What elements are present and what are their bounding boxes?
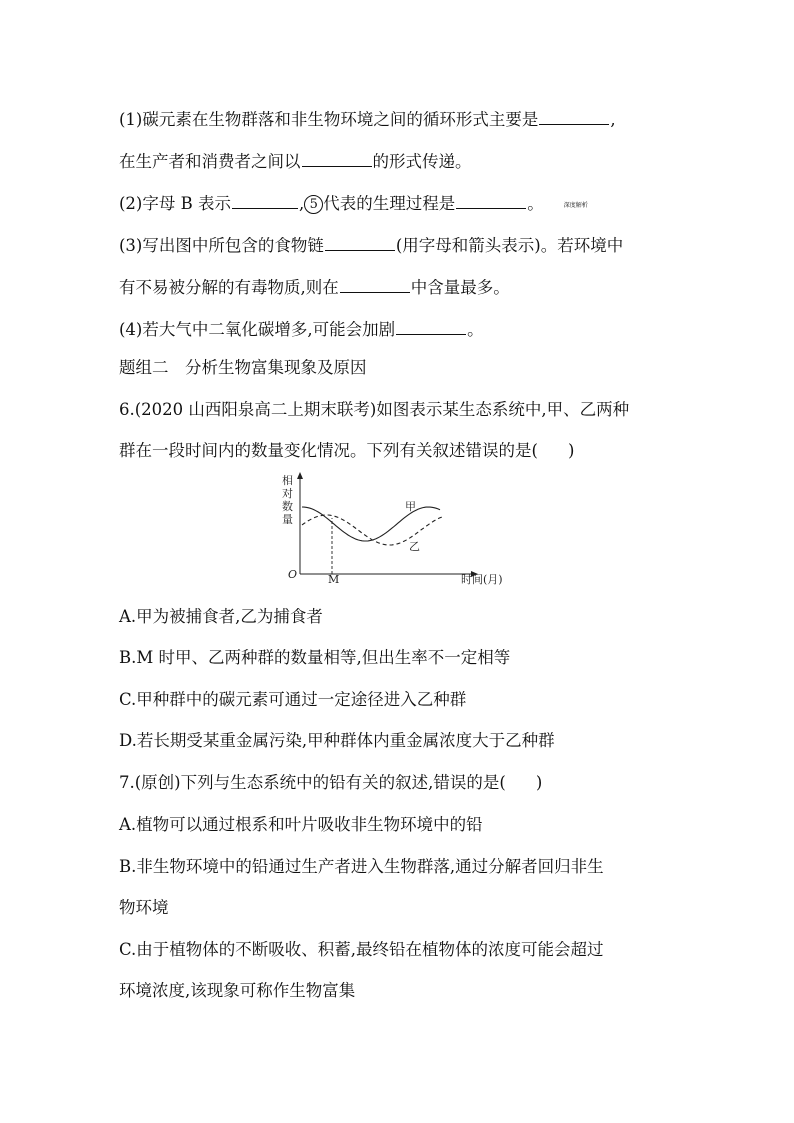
q7-stem-text: 7.(原创)下列与生态系统中的铅有关的叙述,错误的是( bbox=[119, 773, 506, 792]
origin-label: O bbox=[288, 568, 298, 581]
q5-part3-line2 bbox=[119, 276, 510, 298]
y-label-char: 相 bbox=[282, 474, 293, 487]
q5-part2-text: (2)字母 B 表示 bbox=[119, 194, 231, 213]
q5-part2-text2: 代表的生理过程是 bbox=[323, 194, 456, 213]
x-label: 时间(月) bbox=[461, 573, 503, 586]
chart-svg bbox=[262, 470, 522, 590]
punct: ) bbox=[535, 773, 543, 792]
series-jia-line bbox=[302, 507, 440, 541]
q5-part3-line1 bbox=[119, 234, 623, 256]
deep-analysis-tag[interactable]: 深度解析 bbox=[563, 202, 588, 209]
m-label: M bbox=[328, 573, 340, 586]
population-chart bbox=[262, 470, 522, 590]
answer-blank[interactable] bbox=[539, 108, 609, 125]
q5-part4-line bbox=[119, 318, 484, 340]
series-jia-label: 甲 bbox=[405, 500, 416, 513]
answer-blank[interactable] bbox=[232, 192, 298, 209]
q6-option-c[interactable]: C.甲种群中的碳元素可通过一定途径进入乙种群 bbox=[119, 690, 467, 709]
answer-blank[interactable] bbox=[396, 318, 466, 335]
punct: 。 bbox=[467, 320, 484, 339]
q7-option-a[interactable]: A.植物可以通过根系和叶片吸收非生物环境中的铅 bbox=[119, 815, 483, 834]
q5-part3-text: (3)写出图中所包含的食物链 bbox=[119, 236, 324, 255]
punct: 。 bbox=[527, 194, 544, 213]
punct: , bbox=[299, 194, 305, 213]
q7-option-c-line1[interactable]: C.由于植物体的不断吸收、积蓄,最终铅在植物体的浓度可能会超过 bbox=[119, 940, 604, 959]
q6-stem-line2 bbox=[119, 441, 574, 461]
punct: , bbox=[610, 110, 616, 129]
y-axis-arrow bbox=[297, 472, 303, 479]
answer-blank[interactable] bbox=[302, 150, 372, 167]
series-yi-label: 乙 bbox=[409, 540, 420, 553]
q5-part1-line1 bbox=[119, 108, 616, 130]
q5-part4-text: (4)若大气中二氧化碳增多,可能会加剧 bbox=[119, 320, 396, 339]
q5-part3-text4: 中含量最多。 bbox=[410, 278, 510, 297]
q5-part3-text3: 有不易被分解的有毒物质,则在 bbox=[119, 278, 339, 297]
punct: ) bbox=[567, 441, 575, 460]
q5-part1-line2 bbox=[119, 150, 472, 172]
y-label-char: 对 bbox=[282, 487, 293, 500]
q6-option-d[interactable]: D.若长期受某重金属污染,甲种群体内重金属浓度大于乙种群 bbox=[119, 731, 555, 750]
q7-option-b-line1[interactable]: B.非生物环境中的铅通过生产者进入生物群落,通过分解者回归非生 bbox=[119, 857, 604, 876]
q5-part1-text3: 的形式传递。 bbox=[372, 152, 472, 171]
q6-stem-line1: 6.(2020 山西阳泉高二上期末联考)如图表示某生态系统中,甲、乙两种 bbox=[119, 400, 630, 419]
circled-number-5: 5 bbox=[304, 195, 323, 214]
answer-blank[interactable] bbox=[340, 276, 410, 293]
answer-blank[interactable] bbox=[325, 234, 395, 251]
q7-stem bbox=[119, 773, 542, 793]
q6-option-b[interactable]: B.M 时甲、乙两种群的数量相等,但出生率不一定相等 bbox=[119, 648, 511, 667]
q6-option-a[interactable]: A.甲为被捕食者,乙为捕食者 bbox=[119, 607, 323, 626]
q5-part3-text2: (用字母和箭头表示)。若环境中 bbox=[395, 236, 624, 255]
q5-part2-line bbox=[119, 192, 588, 216]
q5-part1-text2: 在生产者和消费者之间以 bbox=[119, 152, 301, 171]
group2-title: 题组二 分析生物富集现象及原因 bbox=[119, 358, 367, 377]
q6-stem-text: 群在一段时间内的数量变化情况。下列有关叙述错误的是( bbox=[119, 441, 538, 460]
answer-blank[interactable] bbox=[456, 192, 526, 209]
y-label-char: 量 bbox=[282, 513, 293, 526]
q7-option-c-line2[interactable]: 环境浓度,该现象可称作生物富集 bbox=[119, 981, 356, 1000]
y-label-char: 数 bbox=[282, 500, 293, 513]
q7-option-b-line2[interactable]: 物环境 bbox=[119, 898, 169, 917]
q5-part1-text: (1)碳元素在生物群落和非生物环境之间的循环形式主要是 bbox=[119, 110, 539, 129]
